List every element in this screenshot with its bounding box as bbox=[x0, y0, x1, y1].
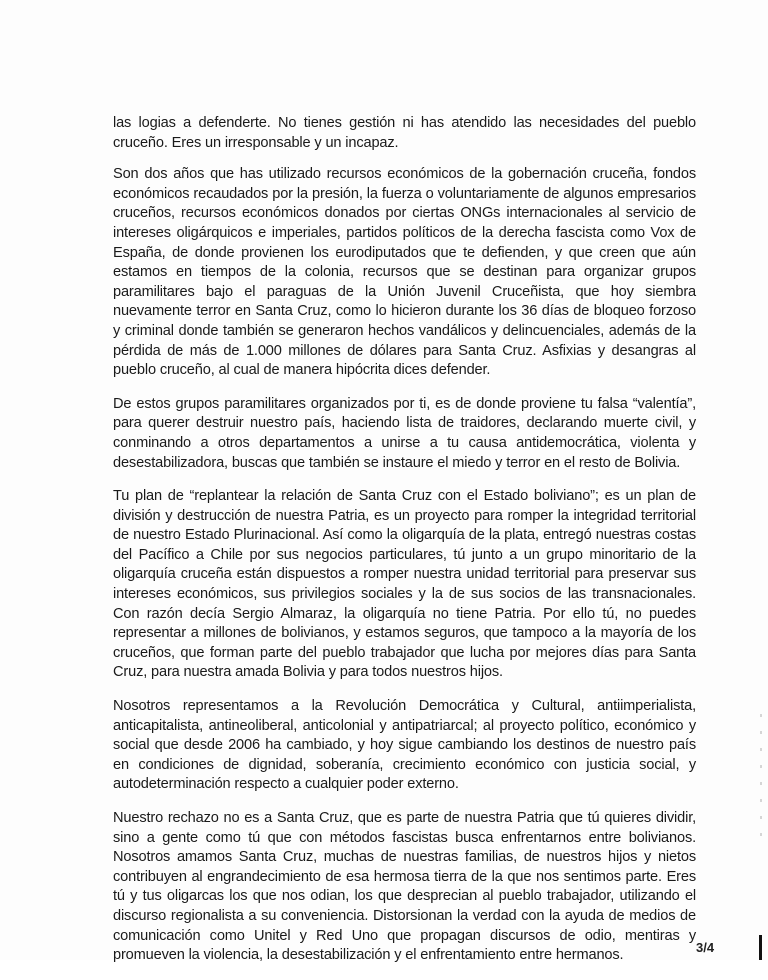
paragraph-5: Nosotros representamos a la Revolución Democrática y Cultural, antiimperialista, anticapitalista, antineoliberal, anticolonial y antipatriarcal; al proyecto político, económico y social que desde 2006 ha cambiado, y hoy sigue cambiando los destinos de nuestro país en condiciones de dignidad, soberanía, crecimiento económico con justicia social, y autodeterminación respecto a cualquier poder externo. bbox=[113, 698, 696, 793]
page-number: 3/4 bbox=[696, 940, 715, 955]
paragraph-2: Son dos años que has utilizado recursos económicos de la gobernación cruceña, fondos económicos recaudados por la presión, la fuerza o voluntariamente de algunos empresarios cruceños, recursos económicos donados por ciertas ONGs internacionales al servicio de intereses oligárquicos e imperiales, partidos políticos de la derecha fascista como Vox de España, de donde provienen los eurodiputados que te defienden, y que creen que aún estamos en tiempos de la colonia, recursos que se destinan para organizar grupos paramilitares bajo el paraguas de la Unión Juvenil Cruceñista, que hoy siembra nuevamente terror en Santa Cruz, como lo hicieron durante los 36 días de bloqueo forzoso y criminal donde también se generaron hechos vandálicos y delincuenciales, además de la pérdida de más de 1.000 millones de dólares para Santa Cruz. Asfixias y desangras al pueblo cruceño, al cual de manera hipócrita dices defender. bbox=[113, 166, 696, 379]
paragraph-1: las logias a defenderte. No tienes gestión ni has atendido las necesidades del pueblo cruceño. Eres un irresponsable y un incapaz. bbox=[113, 115, 696, 151]
scan-edge-artifact bbox=[760, 700, 762, 840]
document-body bbox=[113, 114, 696, 980]
paragraph-3: De estos grupos paramilitares organizados por ti, es de donde proviene tu falsa “valentía”, para querer destruir nuestro país, haciendo lista de traidores, declarando muerte civil, y conminando a otros departamentos a unirse a tu causa antidemocrática, violenta y desestabilizadora, buscas que también se instaure el miedo y terror en el resto de Bolivia. bbox=[113, 395, 696, 471]
scan-edge-mark bbox=[759, 935, 762, 960]
paragraph-4: Tu plan de “replantear la relación de Santa Cruz con el Estado boliviano”; es un plan de división y destrucción de nuestra Patria, es un proyecto para romper la integridad territorial de nuestro Estado Plurinacional. Así como la oligarquía de la plata, entregó nuestras costas del Pacífico a Chile por sus negocios particulares, tú junto a un grupo minoritario de la oligarquía cruceña están dispuestos a romper nuestra unidad territorial para preservar sus intereses económicos, sus privilegios sociales y la de sus socios de las transnacionales. Con razón decía Sergio Almaraz, la oligarquía no tiene Patria. Por ello tú, no puedes representar a millones de bolivianos, y estamos seguros, que tampoco a la mayoría de los cruceños, que forman parte del pueblo trabajador que lucha por mejores días para Santa Cruz, para nuestra amada Bolivia y para todos nuestros hijos. bbox=[113, 488, 696, 681]
paragraph-6: Nuestro rechazo no es a Santa Cruz, que es parte de nuestra Patria que tú quieres dividir, sino a gente como tú que con métodos fascistas busca enfrentarnos entre bolivianos. Nosotros amamos Santa Cruz, muchas de nuestras familias, de nuestros hijos y nietos contribuyen al engrandecimiento de esa hermosa tierra de la que nos sentimos parte. Eres tú y tus oligarcas los que nos odian, los que desprecian al pueblo trabajador, utilizando el discurso regionalista a su conveniencia. Distorsionan la verdad con la ayuda de medios de comunicación como Unitel y Red Uno que propagan discursos de odio, mentiras y promueven la violencia, la desestabilización y el enfrentamiento entre hermanos. bbox=[113, 810, 696, 964]
